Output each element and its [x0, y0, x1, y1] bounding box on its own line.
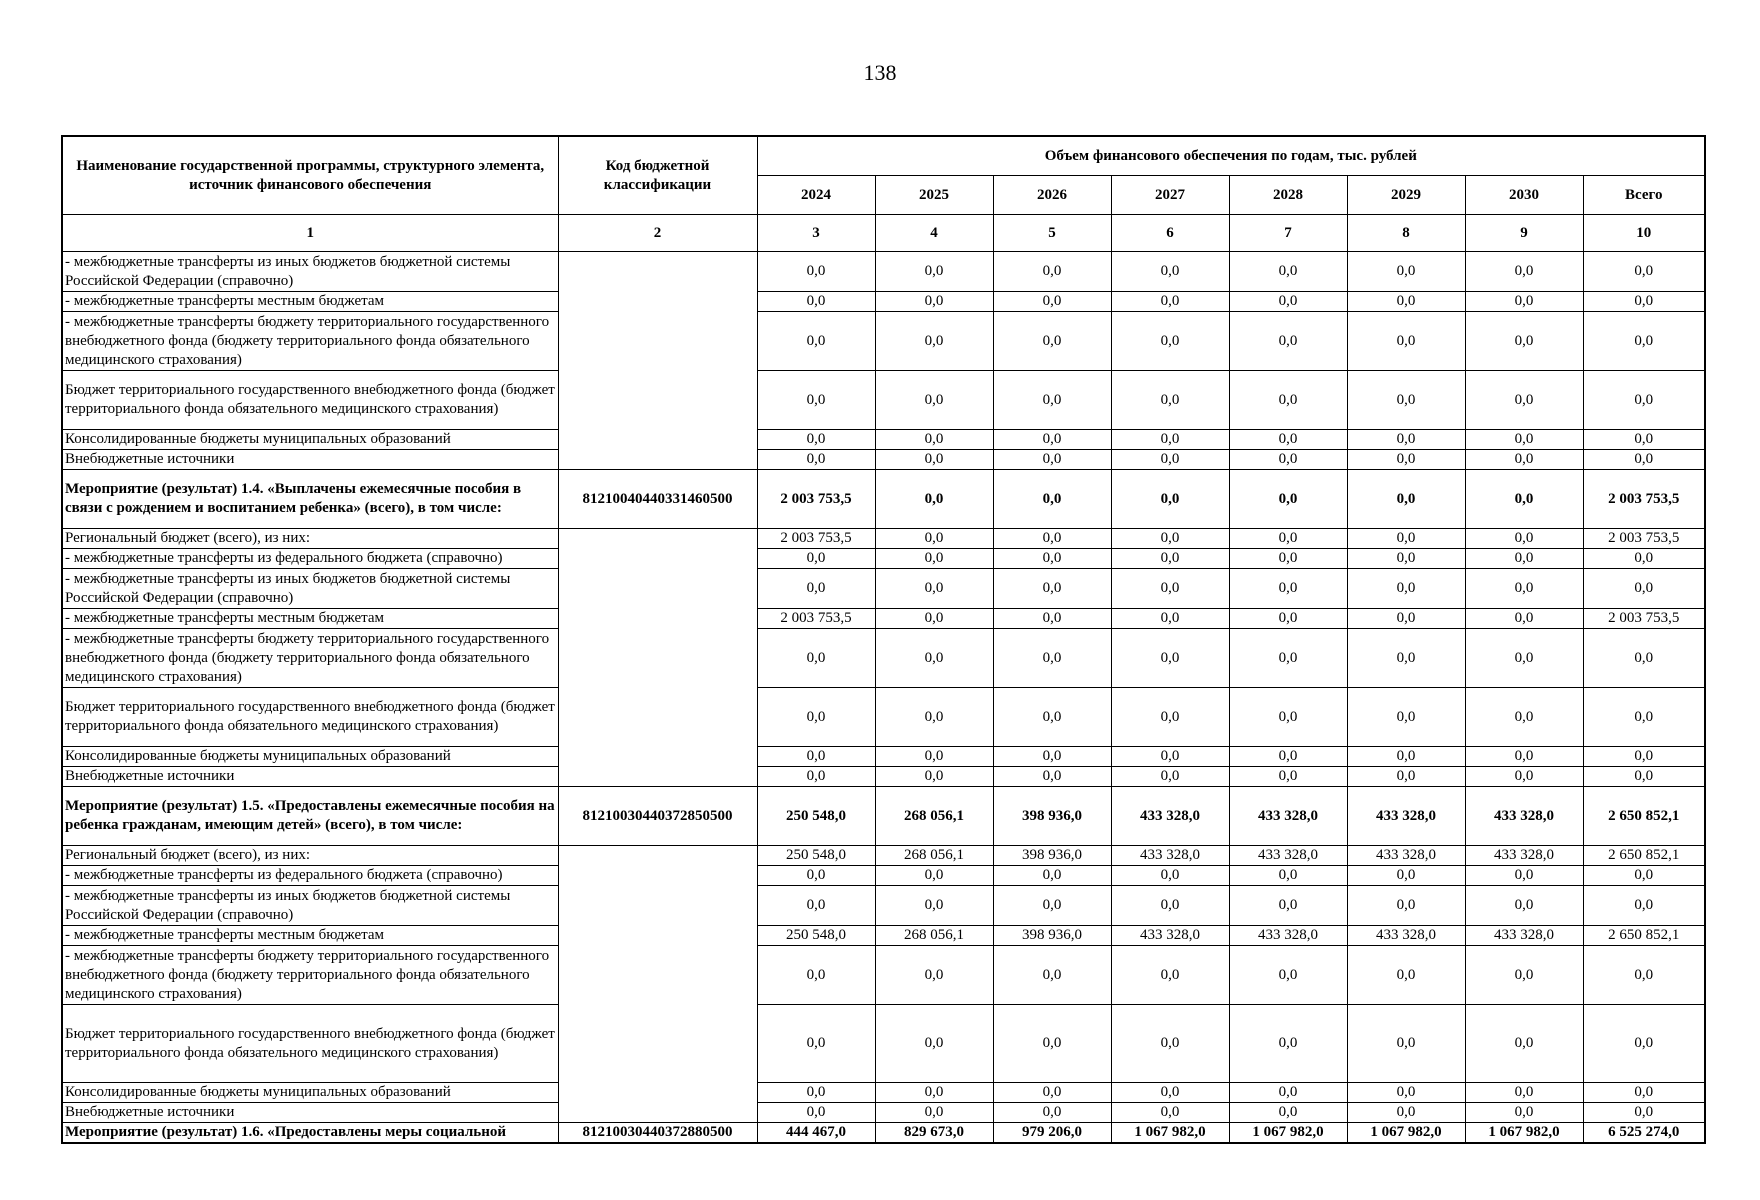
value-year: 250 548,0: [757, 787, 875, 846]
value-year: 0,0: [1111, 569, 1229, 609]
value-year: 0,0: [1347, 609, 1465, 629]
table-row-measure: [62, 787, 1705, 846]
value-year: 0,0: [1465, 886, 1583, 926]
table-row: [62, 312, 1705, 371]
value-total: 2 650 852,1: [1583, 846, 1705, 866]
value-year: 0,0: [1111, 688, 1229, 747]
table-row: [62, 926, 1705, 946]
value-year: 0,0: [1347, 529, 1465, 549]
value-year: 0,0: [1347, 1083, 1465, 1103]
value-year: 0,0: [1465, 688, 1583, 747]
value-year: 0,0: [1111, 371, 1229, 430]
value-year: 0,0: [757, 629, 875, 688]
value-year: 0,0: [1229, 886, 1347, 926]
value-year: 0,0: [1347, 688, 1465, 747]
value-year: 0,0: [993, 886, 1111, 926]
value-year: 0,0: [757, 312, 875, 371]
value-total: 0,0: [1583, 430, 1705, 450]
value-year: 0,0: [1111, 292, 1229, 312]
header-year: 2029: [1347, 176, 1465, 215]
value-year: 0,0: [1229, 371, 1347, 430]
value-year: 0,0: [1347, 767, 1465, 787]
header-year: 2025: [875, 176, 993, 215]
row-name: - межбюджетные трансферты из иных бюджетов бюджетной системы Российской Федерации (справочно): [62, 252, 558, 292]
value-year: 0,0: [1465, 767, 1583, 787]
value-year: 0,0: [1229, 629, 1347, 688]
value-year: 0,0: [1229, 430, 1347, 450]
value-total: 0,0: [1583, 1103, 1705, 1123]
value-total: 0,0: [1583, 1005, 1705, 1083]
table-row: [62, 688, 1705, 747]
value-year: 0,0: [757, 549, 875, 569]
value-year: 268 056,1: [875, 846, 993, 866]
value-year: 0,0: [1111, 312, 1229, 371]
table-row-measure: [62, 470, 1705, 529]
value-year: 0,0: [1111, 886, 1229, 926]
value-year: 0,0: [993, 252, 1111, 292]
table-row: [62, 569, 1705, 609]
value-year: 0,0: [1347, 1103, 1465, 1123]
row-name: - межбюджетные трансферты бюджету территориального государственного внебюджетного фонда (бюджету территориального фонда обязательного медицинского страхования): [62, 946, 558, 1005]
value-year: 0,0: [875, 1103, 993, 1123]
value-year: 268 056,1: [875, 926, 993, 946]
value-total: 2 650 852,1: [1583, 787, 1705, 846]
value-year: 0,0: [1229, 470, 1347, 529]
value-year: 433 328,0: [1229, 926, 1347, 946]
row-name: Консолидированные бюджеты муниципальных образований: [62, 747, 558, 767]
value-year: 0,0: [1229, 252, 1347, 292]
row-name: Внебюджетные источники: [62, 450, 558, 470]
value-year: 0,0: [1465, 747, 1583, 767]
value-year: 0,0: [1229, 866, 1347, 886]
value-year: 0,0: [875, 569, 993, 609]
value-year: 1 067 982,0: [1347, 1123, 1465, 1144]
value-year: 0,0: [875, 371, 993, 430]
table-row-measure: [62, 1123, 1705, 1144]
budget-code: 81210040440331460500: [558, 470, 757, 529]
value-year: 1 067 982,0: [1465, 1123, 1583, 1144]
value-year: 0,0: [1465, 946, 1583, 1005]
value-year: 0,0: [875, 450, 993, 470]
value-year: 433 328,0: [1347, 846, 1465, 866]
value-year: 0,0: [1229, 312, 1347, 371]
value-year: 0,0: [1111, 430, 1229, 450]
value-year: 0,0: [993, 866, 1111, 886]
value-year: 0,0: [1465, 1083, 1583, 1103]
value-total: 0,0: [1583, 312, 1705, 371]
row-name: Региональный бюджет (всего), из них:: [62, 846, 558, 866]
value-year: 0,0: [1111, 529, 1229, 549]
column-number: 7: [1229, 215, 1347, 252]
value-year: 0,0: [875, 629, 993, 688]
value-year: 0,0: [875, 292, 993, 312]
value-year: 0,0: [1347, 252, 1465, 292]
header-year: 2028: [1229, 176, 1347, 215]
column-number: 8: [1347, 215, 1465, 252]
value-year: 0,0: [1229, 747, 1347, 767]
value-year: 0,0: [1229, 549, 1347, 569]
value-year: 268 056,1: [875, 787, 993, 846]
value-total: 0,0: [1583, 569, 1705, 609]
value-total: 0,0: [1583, 767, 1705, 787]
value-year: 0,0: [1229, 946, 1347, 1005]
value-year: 0,0: [1111, 946, 1229, 1005]
value-year: 0,0: [757, 292, 875, 312]
value-year: 0,0: [757, 1083, 875, 1103]
row-name: Внебюджетные источники: [62, 767, 558, 787]
value-year: 433 328,0: [1229, 787, 1347, 846]
value-total: 0,0: [1583, 1083, 1705, 1103]
value-year: 0,0: [1229, 292, 1347, 312]
value-year: 2 003 753,5: [757, 470, 875, 529]
budget-code: 81210030440372880500: [558, 1123, 757, 1144]
table-row: [62, 1005, 1705, 1083]
value-year: 0,0: [993, 1005, 1111, 1083]
row-name: Мероприятие (результат) 1.5. «Предоставлены ежемесячные пособия на ребенка гражданам, имеющим детей» (всего), в том числе:: [62, 787, 558, 846]
header-year: 2026: [993, 176, 1111, 215]
value-year: 0,0: [757, 1103, 875, 1123]
value-year: 2 003 753,5: [757, 529, 875, 549]
table-row: [62, 747, 1705, 767]
value-year: 0,0: [757, 430, 875, 450]
value-year: 0,0: [757, 946, 875, 1005]
value-year: 0,0: [875, 549, 993, 569]
table-row: [62, 549, 1705, 569]
row-name: - межбюджетные трансферты местным бюджетам: [62, 609, 558, 629]
financing-table-wrapper: [61, 135, 1706, 1144]
value-total: 0,0: [1583, 747, 1705, 767]
row-name: - межбюджетные трансферты из иных бюджетов бюджетной системы Российской Федерации (справочно): [62, 886, 558, 926]
value-year: 0,0: [1111, 866, 1229, 886]
value-year: 433 328,0: [1229, 846, 1347, 866]
value-year: 0,0: [1229, 529, 1347, 549]
value-year: 0,0: [757, 767, 875, 787]
value-year: 0,0: [875, 688, 993, 747]
value-year: 0,0: [875, 1005, 993, 1083]
row-name: Мероприятие (результат) 1.6. «Предоставлены меры социальной: [62, 1123, 558, 1144]
value-year: 0,0: [875, 886, 993, 926]
value-total: 0,0: [1583, 629, 1705, 688]
row-name: - межбюджетные трансферты из федерального бюджета (справочно): [62, 549, 558, 569]
value-year: 0,0: [1347, 292, 1465, 312]
value-year: 0,0: [1111, 470, 1229, 529]
table-row: [62, 767, 1705, 787]
value-year: 0,0: [1111, 1083, 1229, 1103]
value-year: 250 548,0: [757, 926, 875, 946]
header-year: 2027: [1111, 176, 1229, 215]
value-year: 0,0: [1347, 470, 1465, 529]
value-year: 0,0: [875, 747, 993, 767]
value-year: 250 548,0: [757, 846, 875, 866]
value-year: 0,0: [1347, 371, 1465, 430]
value-total: 0,0: [1583, 886, 1705, 926]
value-year: 0,0: [875, 430, 993, 450]
value-year: 0,0: [1465, 292, 1583, 312]
value-year: 433 328,0: [1465, 846, 1583, 866]
value-year: 0,0: [875, 866, 993, 886]
value-year: 0,0: [875, 470, 993, 529]
row-name: Бюджет территориального государственного внебюджетного фонда (бюджет территориального фонда обязательного медицинского страхования): [62, 371, 558, 430]
value-year: 0,0: [1229, 609, 1347, 629]
value-year: 0,0: [1229, 1005, 1347, 1083]
value-year: 0,0: [1111, 629, 1229, 688]
table-body: [62, 252, 1705, 1144]
value-year: 0,0: [757, 450, 875, 470]
row-name: Региональный бюджет (всего), из них:: [62, 529, 558, 549]
row-name: - межбюджетные трансферты из федерального бюджета (справочно): [62, 866, 558, 886]
value-year: 0,0: [993, 767, 1111, 787]
value-year: 0,0: [993, 450, 1111, 470]
value-total: 2 003 753,5: [1583, 609, 1705, 629]
value-year: 0,0: [1229, 1103, 1347, 1123]
row-name: Бюджет территориального государственного внебюджетного фонда (бюджет территориального фонда обязательного медицинского страхования): [62, 688, 558, 747]
value-year: 398 936,0: [993, 926, 1111, 946]
value-year: 0,0: [1111, 252, 1229, 292]
value-year: 0,0: [875, 767, 993, 787]
value-total: 0,0: [1583, 866, 1705, 886]
row-name: - межбюджетные трансферты бюджету территориального государственного внебюджетного фонда (бюджету территориального фонда обязательного медицинского страхования): [62, 629, 558, 688]
table-row: [62, 886, 1705, 926]
value-year: 0,0: [757, 747, 875, 767]
page-number: 138: [863, 60, 897, 85]
value-year: 0,0: [1347, 1005, 1465, 1083]
value-year: 0,0: [875, 312, 993, 371]
header-year: 2030: [1465, 176, 1583, 215]
value-year: 0,0: [993, 549, 1111, 569]
value-year: 0,0: [1465, 609, 1583, 629]
column-number: 9: [1465, 215, 1583, 252]
value-total: 0,0: [1583, 292, 1705, 312]
value-year: 398 936,0: [993, 846, 1111, 866]
value-year: 0,0: [757, 1005, 875, 1083]
value-year: 0,0: [1465, 371, 1583, 430]
row-name: - межбюджетные трансферты местным бюджетам: [62, 926, 558, 946]
value-year: 0,0: [875, 609, 993, 629]
value-total: 0,0: [1583, 371, 1705, 430]
budget-code: 81210030440372850500: [558, 787, 757, 846]
value-year: 0,0: [993, 292, 1111, 312]
header-year: 2024: [757, 176, 875, 215]
row-name: - межбюджетные трансферты бюджету территориального государственного внебюджетного фонда (бюджету территориального фонда обязательного медицинского страхования): [62, 312, 558, 371]
value-year: 433 328,0: [1465, 787, 1583, 846]
value-year: 0,0: [1347, 866, 1465, 886]
value-year: 0,0: [757, 886, 875, 926]
value-year: 0,0: [993, 747, 1111, 767]
value-year: 0,0: [1465, 252, 1583, 292]
value-total: 0,0: [1583, 450, 1705, 470]
value-year: 0,0: [757, 569, 875, 609]
table-row: [62, 629, 1705, 688]
value-year: 0,0: [757, 252, 875, 292]
value-year: 0,0: [993, 569, 1111, 609]
table-row: [62, 946, 1705, 1005]
value-year: 0,0: [1465, 1103, 1583, 1123]
value-year: 0,0: [1111, 1005, 1229, 1083]
column-number: 4: [875, 215, 993, 252]
value-year: 0,0: [1111, 549, 1229, 569]
row-name: Бюджет территориального государственного внебюджетного фонда (бюджет территориального фонда обязательного медицинского страхования): [62, 1005, 558, 1083]
value-year: 0,0: [993, 430, 1111, 450]
value-year: 0,0: [1229, 767, 1347, 787]
value-year: 0,0: [757, 371, 875, 430]
value-year: 433 328,0: [1347, 926, 1465, 946]
value-year: 0,0: [1347, 886, 1465, 926]
value-year: 0,0: [993, 470, 1111, 529]
value-year: 0,0: [993, 529, 1111, 549]
value-year: 0,0: [1347, 629, 1465, 688]
value-year: 0,0: [993, 312, 1111, 371]
value-total: 0,0: [1583, 688, 1705, 747]
value-year: 0,0: [993, 1083, 1111, 1103]
table-row: [62, 292, 1705, 312]
value-year: 0,0: [757, 688, 875, 747]
budget-code: [558, 252, 757, 470]
value-year: 0,0: [1465, 312, 1583, 371]
value-year: 0,0: [875, 252, 993, 292]
value-total: 2 003 753,5: [1583, 470, 1705, 529]
value-year: 0,0: [875, 946, 993, 1005]
row-name: Внебюджетные источники: [62, 1103, 558, 1123]
value-year: 0,0: [1111, 609, 1229, 629]
value-year: 0,0: [1347, 946, 1465, 1005]
value-year: 433 328,0: [1111, 846, 1229, 866]
value-year: 0,0: [1465, 450, 1583, 470]
value-year: 0,0: [875, 1083, 993, 1103]
value-year: 0,0: [1465, 629, 1583, 688]
header-code: Код бюджетной классификации: [558, 136, 757, 215]
value-year: 0,0: [1229, 1083, 1347, 1103]
row-name: - межбюджетные трансферты местным бюджетам: [62, 292, 558, 312]
value-year: 0,0: [993, 1103, 1111, 1123]
budget-code: [558, 529, 757, 787]
value-year: 0,0: [1347, 569, 1465, 609]
value-year: 0,0: [757, 866, 875, 886]
value-total: 2 003 753,5: [1583, 529, 1705, 549]
value-total: 2 650 852,1: [1583, 926, 1705, 946]
value-year: 0,0: [1229, 450, 1347, 470]
value-year: 0,0: [1347, 549, 1465, 569]
header-name: Наименование государственной программы, структурного элемента, источник финансового обеспечения: [62, 136, 558, 215]
value-year: 0,0: [1465, 470, 1583, 529]
value-year: 0,0: [1347, 430, 1465, 450]
table-row: [62, 252, 1705, 292]
budget-code: [558, 846, 757, 1123]
column-number: 10: [1583, 215, 1705, 252]
value-total: 0,0: [1583, 946, 1705, 1005]
value-year: 0,0: [1111, 747, 1229, 767]
row-name: Консолидированные бюджеты муниципальных образований: [62, 430, 558, 450]
value-year: 0,0: [993, 629, 1111, 688]
value-year: 0,0: [1465, 430, 1583, 450]
value-total: 6 525 274,0: [1583, 1123, 1705, 1144]
row-name: - межбюджетные трансферты из иных бюджетов бюджетной системы Российской Федерации (справочно): [62, 569, 558, 609]
value-year: 979 206,0: [993, 1123, 1111, 1144]
value-year: 0,0: [875, 529, 993, 549]
value-year: 0,0: [1347, 747, 1465, 767]
value-year: 0,0: [1229, 569, 1347, 609]
value-year: 829 673,0: [875, 1123, 993, 1144]
value-year: 0,0: [1111, 1103, 1229, 1123]
value-year: 1 067 982,0: [1229, 1123, 1347, 1144]
table-row: [62, 1083, 1705, 1103]
value-total: 0,0: [1583, 549, 1705, 569]
value-total: 0,0: [1583, 252, 1705, 292]
value-year: 0,0: [1465, 529, 1583, 549]
column-number: 6: [1111, 215, 1229, 252]
column-number: 1: [62, 215, 558, 252]
table-row: [62, 430, 1705, 450]
value-year: 0,0: [1347, 450, 1465, 470]
table-row: [62, 866, 1705, 886]
value-year: 2 003 753,5: [757, 609, 875, 629]
table-row: [62, 846, 1705, 866]
value-year: 444 467,0: [757, 1123, 875, 1144]
table-row: [62, 371, 1705, 430]
value-year: 0,0: [1229, 688, 1347, 747]
table-row: [62, 529, 1705, 549]
financing-table: [61, 135, 1706, 1144]
value-year: 0,0: [1347, 312, 1465, 371]
value-year: 433 328,0: [1347, 787, 1465, 846]
value-year: 0,0: [1465, 569, 1583, 609]
value-year: 433 328,0: [1111, 787, 1229, 846]
value-year: 0,0: [993, 371, 1111, 430]
column-number: 2: [558, 215, 757, 252]
row-name: Консолидированные бюджеты муниципальных образований: [62, 1083, 558, 1103]
column-number: 3: [757, 215, 875, 252]
value-year: 1 067 982,0: [1111, 1123, 1229, 1144]
value-year: 433 328,0: [1111, 926, 1229, 946]
value-year: 0,0: [1465, 549, 1583, 569]
value-year: 0,0: [1465, 1005, 1583, 1083]
value-year: 0,0: [1111, 450, 1229, 470]
header-total: Всего: [1583, 176, 1705, 215]
value-year: 0,0: [993, 609, 1111, 629]
value-year: 0,0: [1465, 866, 1583, 886]
table-row: [62, 609, 1705, 629]
value-year: 0,0: [993, 688, 1111, 747]
value-year: 433 328,0: [1465, 926, 1583, 946]
row-name: Мероприятие (результат) 1.4. «Выплачены ежемесячные пособия в связи с рождением и воспитанием ребенка» (всего), в том числе:: [62, 470, 558, 529]
table-row: [62, 450, 1705, 470]
value-year: 398 936,0: [993, 787, 1111, 846]
value-year: 0,0: [1111, 767, 1229, 787]
value-year: 0,0: [993, 946, 1111, 1005]
header-volume: Объем финансового обеспечения по годам, тыс. рублей: [757, 136, 1705, 176]
column-number: 5: [993, 215, 1111, 252]
table-row: [62, 1103, 1705, 1123]
